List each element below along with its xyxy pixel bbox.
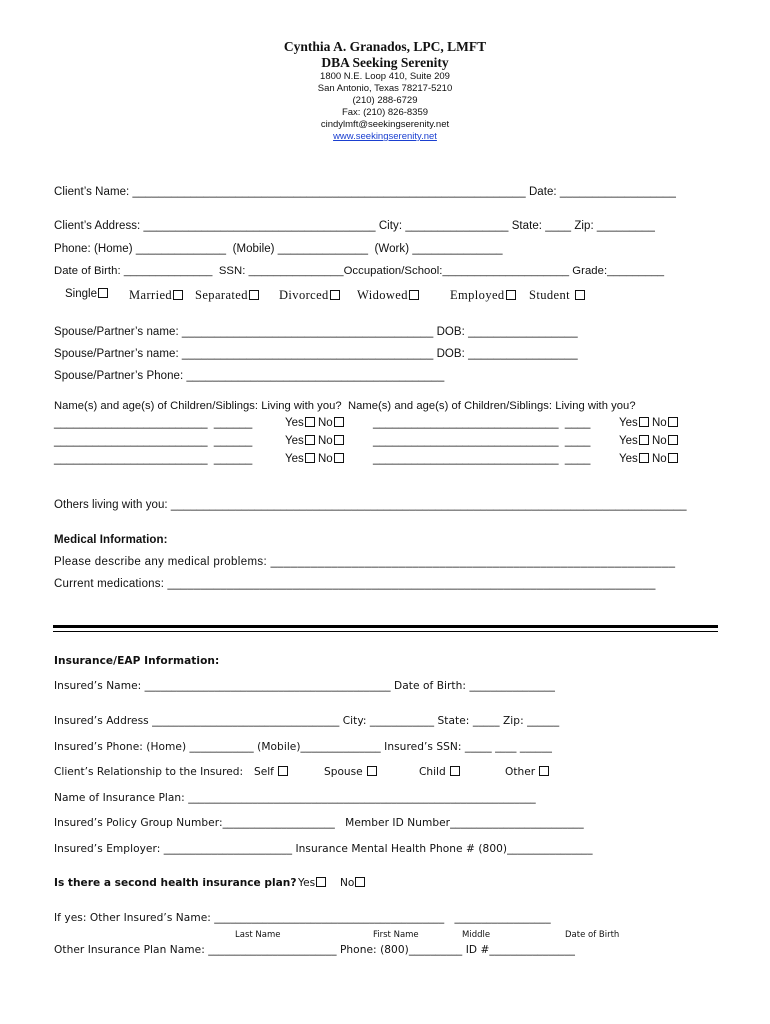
insured-employer-field[interactable]: Insured’s Employer: ________________________ Insurance Mental Health Phone # (800)________________ (54, 843, 593, 855)
checkbox[interactable] (450, 766, 460, 776)
status-separated[interactable] (195, 288, 259, 303)
client-name-field[interactable]: Client’s Name: _____________________________________________________________ Date: __________________ (54, 186, 676, 198)
insured-phone-field[interactable]: Insured’s Phone: (Home) ____________ (Mobile)_______________ Insured’s SSN: _____ ____ ______ (54, 741, 552, 753)
yes-label: Yes (285, 453, 304, 465)
relationship-child[interactable] (419, 766, 460, 778)
checkbox[interactable] (305, 453, 315, 463)
yes-label: Yes (285, 417, 304, 429)
website-link[interactable]: www.seekingserenity.net (333, 131, 437, 142)
checkbox[interactable] (305, 435, 315, 445)
checkbox[interactable] (639, 435, 649, 445)
client-dob-field[interactable]: Date of Birth: ______________ SSN: _______________Occupation/School:____________________ Grade:_________ (54, 265, 665, 277)
yes-label: Yes (619, 417, 638, 429)
relationship-other[interactable] (505, 766, 549, 778)
caption-first-name: First Name (373, 930, 419, 940)
child-right-row-1[interactable]: _____________________________ ____ (373, 417, 591, 429)
second-plan-yes[interactable] (298, 877, 326, 889)
status-widowed-label: Widowed (357, 288, 408, 302)
checkbox[interactable] (668, 453, 678, 463)
no-label: No (317, 417, 333, 429)
medical-problems-field[interactable]: Please describe any medical problems: ____________________________________________________________ (54, 556, 676, 568)
checkbox[interactable] (367, 766, 377, 776)
no-label: No (651, 453, 667, 465)
caption-date-of-birth: Date of Birth (565, 930, 620, 940)
practitioner-name: Cynthia A. Granados, LPC, LMFT (283, 39, 487, 54)
status-employed[interactable] (450, 288, 516, 303)
child-label: Child (419, 766, 446, 778)
yes-label: Yes (285, 435, 304, 447)
spouse-name-field-2[interactable]: Spouse/Partner’s name: _______________________________________ DOB: _________________ (54, 348, 578, 360)
no-label: No (317, 435, 333, 447)
no-label: No (317, 453, 333, 465)
checkbox[interactable] (316, 877, 326, 887)
status-married[interactable] (129, 288, 183, 303)
address-line-2: San Antonio, Texas 78217-5210 (317, 83, 453, 94)
children-header: Name(s) and age(s) of Children/Siblings: Living with you? Name(s) and age(s) of Children/Siblings: Living with you? (54, 400, 636, 412)
child-left-living-1[interactable] (285, 417, 344, 429)
status-employed-label: Employed (450, 288, 505, 302)
spouse-label: Spouse (324, 766, 363, 778)
caption-middle: Middle (462, 930, 491, 940)
checkbox[interactable] (249, 290, 259, 300)
child-right-living-2[interactable] (619, 435, 678, 447)
phone-line: (210) 288-6729 (352, 95, 418, 106)
medical-section-title: Medical Information: (54, 534, 168, 546)
yes-label: Yes (298, 877, 316, 889)
others-living-field[interactable]: Others living with you: ________________________________________________________________________________ (54, 499, 687, 511)
checkbox[interactable] (639, 417, 649, 427)
checkbox[interactable] (330, 290, 340, 300)
checkbox[interactable] (668, 435, 678, 445)
checkbox[interactable] (355, 877, 365, 887)
status-single-label: Single (65, 288, 97, 300)
email-line: cindylmft@seekingserenity.net (320, 119, 450, 130)
status-married-label: Married (129, 288, 173, 302)
dba-name: DBA Seeking Serenity (321, 55, 449, 70)
child-right-living-3[interactable] (619, 453, 678, 465)
child-right-row-2[interactable]: _____________________________ ____ (373, 435, 591, 447)
checkbox[interactable] (639, 453, 649, 463)
checkbox[interactable] (409, 290, 419, 300)
status-single[interactable] (65, 288, 108, 300)
child-left-row-3[interactable]: ________________________ ______ (54, 453, 253, 465)
status-student-label: Student (529, 288, 570, 302)
insurance-section-title: Insurance/EAP Information: (54, 655, 220, 667)
insurance-plan-field[interactable]: Name of Insurance Plan: _________________________________________________________________ (54, 792, 536, 804)
child-right-living-1[interactable] (619, 417, 678, 429)
checkbox[interactable] (305, 417, 315, 427)
address-line-1: 1800 N.E. Loop 410, Suite 209 (320, 71, 450, 82)
relationship-self[interactable] (254, 766, 288, 778)
yes-label: Yes (619, 453, 638, 465)
insured-name-field[interactable]: Insured’s Name: ______________________________________________ Date of Birth: ________________ (54, 680, 555, 692)
no-label: No (651, 435, 667, 447)
checkbox[interactable] (334, 453, 344, 463)
section-divider-thin (53, 631, 718, 632)
fax-line: Fax: (210) 826-8359 (341, 107, 429, 118)
checkbox[interactable] (334, 417, 344, 427)
current-medications-field[interactable]: Current medications: __________________________________________________________________________ (54, 578, 656, 590)
checkbox[interactable] (173, 290, 183, 300)
other-plan-field[interactable]: Other Insurance Plan Name: ________________________ Phone: (800)__________ ID #________________ (54, 944, 575, 956)
relationship-spouse[interactable] (324, 766, 377, 778)
no-label: No (651, 417, 667, 429)
checkbox[interactable] (98, 288, 108, 298)
spouse-name-field-1[interactable]: Spouse/Partner’s name: _______________________________________ DOB: _________________ (54, 326, 578, 338)
checkbox[interactable] (334, 435, 344, 445)
other-insured-name-field[interactable]: If yes: Other Insured’s Name: ___________________________________________ __________________ (54, 912, 551, 924)
child-left-row-2[interactable]: ________________________ ______ (54, 435, 253, 447)
status-divorced-label: Divorced (279, 288, 329, 302)
checkbox[interactable] (278, 766, 288, 776)
child-right-row-3[interactable]: _____________________________ ____ (373, 453, 591, 465)
client-phone-field[interactable]: Phone: (Home) ______________ (Mobile) ______________ (Work) ______________ (54, 243, 503, 255)
status-separated-label: Separated (195, 288, 248, 302)
policy-group-field[interactable]: Insured’s Policy Group Number:_____________________ Member ID Number_________________________ (54, 817, 584, 829)
child-left-row-1[interactable]: ________________________ ______ (54, 417, 253, 429)
caption-last-name: Last Name (235, 930, 281, 940)
other-label: Other (505, 766, 536, 778)
checkbox[interactable] (668, 417, 678, 427)
section-divider-thick (53, 625, 718, 628)
client-address-field[interactable]: Client’s Address: ____________________________________ City: ________________ State: ____ Zip: _________ (54, 220, 655, 232)
spouse-phone-field[interactable]: Spouse/Partner’s Phone: ________________________________________ (54, 370, 445, 382)
checkbox[interactable] (539, 766, 549, 776)
yes-label: Yes (619, 435, 638, 447)
status-divorced[interactable] (279, 288, 340, 303)
relationship-label: Client’s Relationship to the Insured: (54, 766, 244, 778)
self-label: Self (254, 766, 274, 778)
no-label: No (340, 877, 355, 889)
status-student[interactable] (529, 288, 585, 303)
child-left-living-3[interactable] (285, 453, 344, 465)
status-widowed[interactable] (357, 288, 419, 303)
second-plan-question: Is there a second health insurance plan? (54, 877, 297, 889)
insured-address-field[interactable]: Insured’s Address ___________________________________ City: ____________ State: _____ Zip: ______ (54, 715, 560, 727)
second-plan-no[interactable] (340, 877, 365, 889)
child-left-living-2[interactable] (285, 435, 344, 447)
checkbox[interactable] (506, 290, 516, 300)
checkbox[interactable] (575, 290, 585, 300)
